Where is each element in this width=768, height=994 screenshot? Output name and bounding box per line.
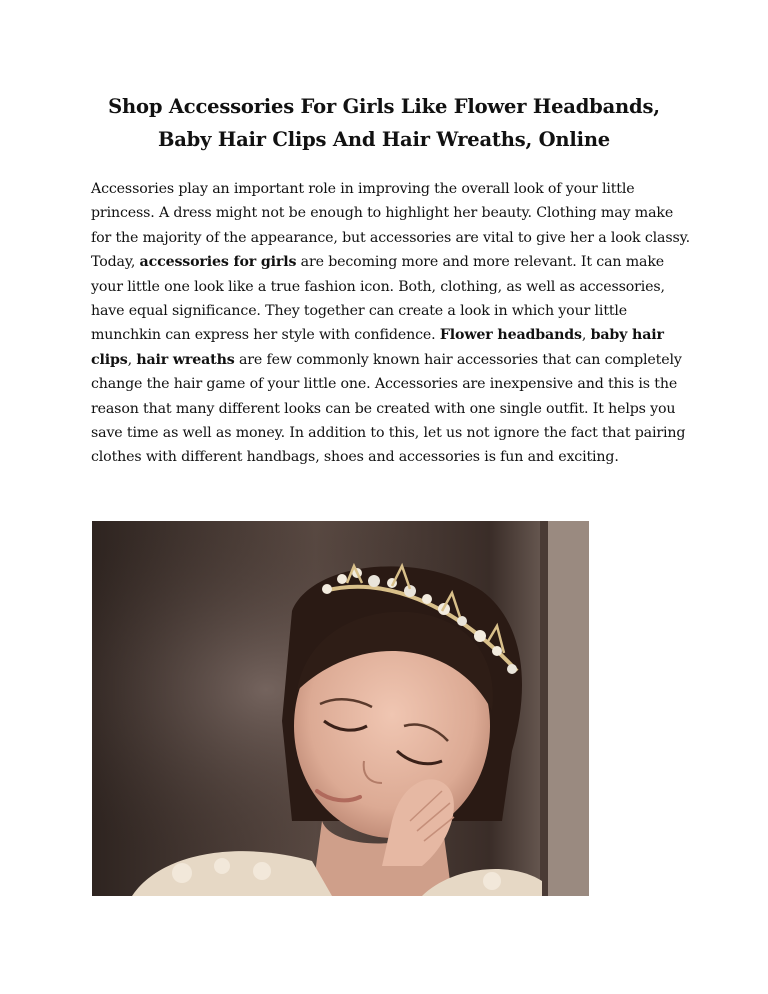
body-paragraph: [91, 177, 691, 470]
keyword-accessories-for-girls: accessories for girls: [139, 254, 297, 271]
paragraph-text: are becoming more and more relevant. It can make your little one look like a true fashion icon. Both, clothing, as well as accessories, have equal significance. They together can create a look in which your little munchkin can express her style with confidence.: [91, 254, 665, 344]
paragraph-text: Accessories play an important role in improving the overall look of your little princess. A dress might not be enough to highlight her beauty. Clothing may make for the majority of the appearance, but accessories are vital to give her a look classy. Today,: [91, 181, 690, 271]
paragraph-text: ,: [581, 327, 591, 344]
paragraph-text: ,: [127, 351, 137, 368]
keyword-baby-hair-clips: baby hair clips: [91, 327, 664, 368]
keyword-flower-headbands: Flower headbands: [439, 327, 582, 344]
keyword-hair-wreaths: hair wreaths: [136, 351, 235, 368]
girl-with-tiara-photo: [92, 521, 589, 896]
page-title: Shop Accessories For Girls Like Flower Headbands, Baby Hair Clips And Hair Wreaths, Online: [108, 95, 660, 151]
paragraph-text: are few commonly known hair accessories that can completely change the hair game of your little one. Accessories are inexpensive and this is the reason that many different looks can be created with one single outfit. It helps you save time as well as money. In addition to this, let us not ignore the fact that pairing clothes with different handbags, shoes and accessories is fun and exciting.: [91, 351, 686, 466]
wall-edge: [547, 521, 589, 896]
